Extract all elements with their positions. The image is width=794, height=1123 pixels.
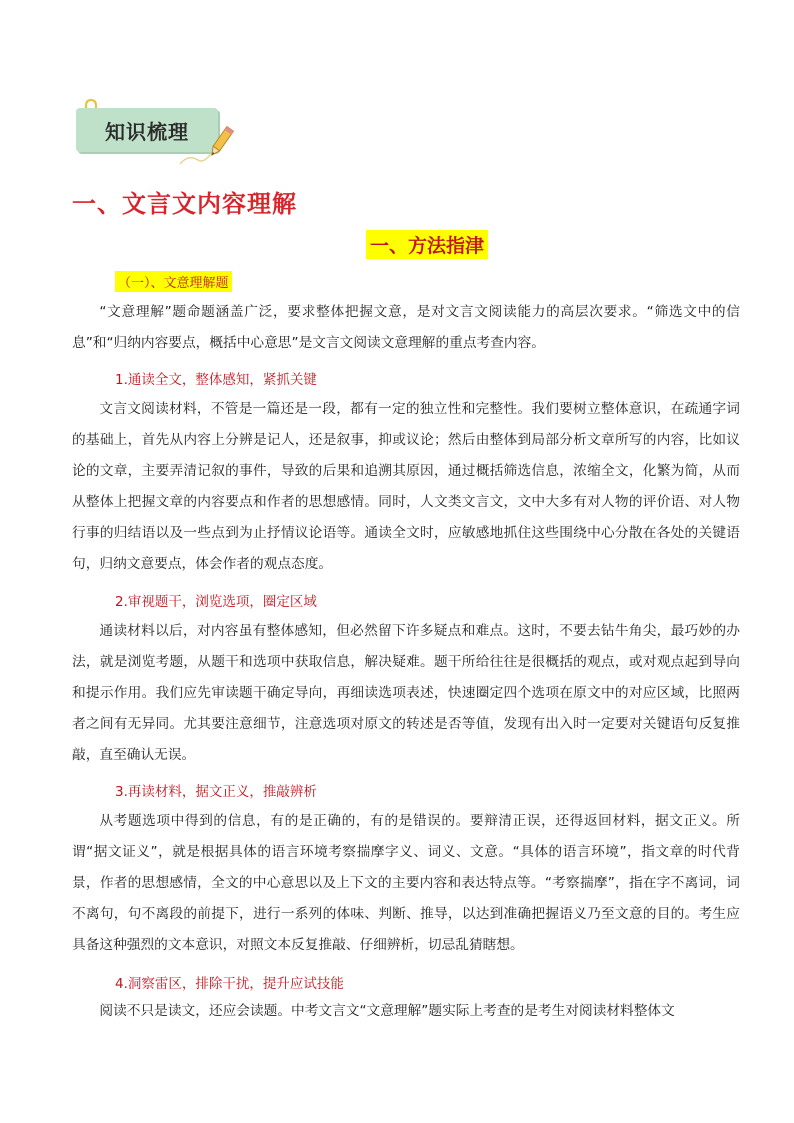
section-4-paragraph: 阅读不只是读文，还应会读题。中考文言文“文意理解”题实际上考查的是考生对阅读材料整体文 (99, 1003, 675, 1019)
heading-level2: 一、方法指津 (366, 230, 488, 259)
section-2-paragraph: 通读材料以后，对内容虽有整体感知，但必然留下许多疑点和难点。这时，不要去钻牛角尖，最巧妙的办法，就是浏览考题，从题干和选项中获取信息，解决疑难。题干所给往往是很概括的观点，或对观点起到导向和提示作用。我们应先审读题干确定导向，再细读选项表述，快速圈定四个选项在原文中的对应区域，比照两者之间有无异同。尤其要注意细节，注意选项对原文的转述是否等值，发现有出入时一定要对关键语句反复推敲，直至确认无误。 (72, 623, 740, 763)
section-2-title: 2.审视题干，浏览选项，圈定区域 (115, 594, 317, 610)
section-3-title: 3.再读材料，据文正义，推敲辨析 (115, 784, 317, 800)
section-banner (70, 98, 260, 178)
section-1-paragraph: 文言文阅读材料，不管是一篇还是一段，都有一定的独立性和完整性。我们要树立整体意识，在疏通字词的基础上，首先从内容上分辨是记人，还是叙事，抑或议论；然后由整体到局部分析文章所写的内容，比如议论的文章，主要弄清记叙的事件，导致的后果和追溯其原因，通过概括筛选信息，浓缩全文，化繁为简，从而从整体上把握文章的内容要点和作者的思想感情。同时，人文类文言文，文中大多有对人物的评价语、对人物行事的归结语以及一些点到为止抒情议论语等。通读全文时，应敏感地抓住这些围绕中心分散在各处的关键语句，归纳文意要点，体会作者的观点态度。 (72, 401, 740, 572)
banner-label: 知识梳理 (105, 119, 189, 144)
section-3-paragraph: 从考题选项中得到的信息，有的是正确的，有的是错误的。要辩清正误，还得返回材料，据文正义。所谓“据文证义”，就是根据具体的语言环境考察揣摩字义、词义、文意。“具体的语言环境”，指文章的时代背景，作者的思想感情，全文的中心意思以及上下文的主要内容和表达特点等。“考察揣摩”，指在字不离词，词不离句，句不离段的前提下，进行一系列的体味、判断、推导，以达到准确把握语义乃至文意的目的。考生应具备这种强烈的文本意识，对照文本反复推敲、仔细辨析，切忌乱猜瞎想。 (72, 813, 740, 953)
heading-level3: （一）、文意理解题 (115, 271, 232, 292)
section-4-title: 4.洞察雷区，排除干扰，提升应试技能 (115, 976, 344, 992)
heading-level1: 一、文言文内容理解 (72, 190, 297, 218)
intro-paragraph: “文意理解”题命题涵盖广泛，要求整体把握文意，是对文言文阅读能力的高层次要求。“筛选文中的信息”和“归纳内容要点，概括中心意思”是文言文阅读文意理解的重点考查内容。 (72, 304, 740, 351)
pencil-icon (208, 124, 234, 160)
section-1-title: 1.通读全文，整体感知，紧抓关键 (115, 372, 317, 388)
